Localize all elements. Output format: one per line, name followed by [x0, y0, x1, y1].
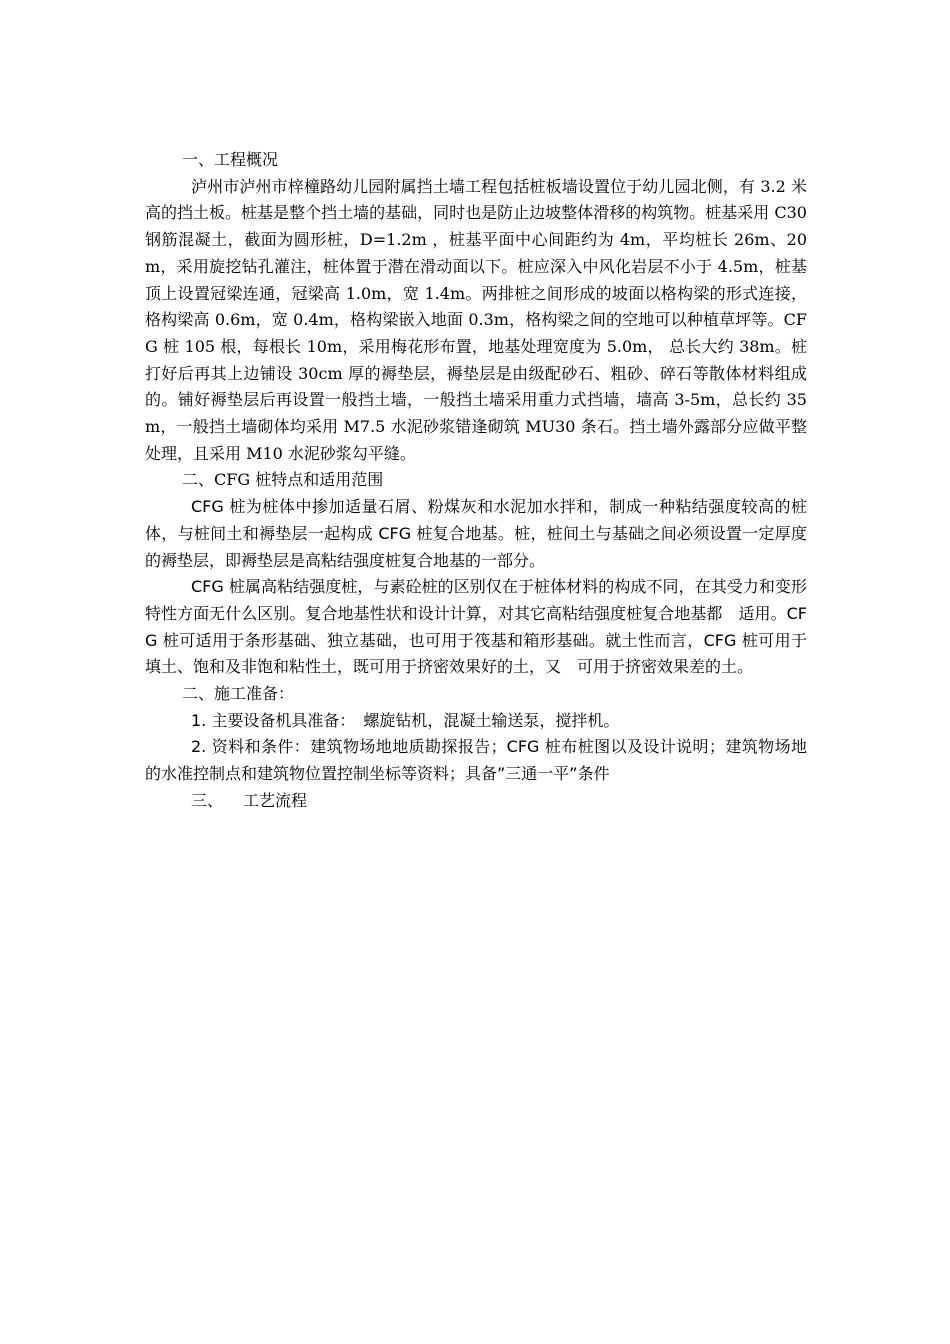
- process-heading-number: 三、: [191, 790, 224, 810]
- section-heading-preparation: 二、施工准备：: [182, 684, 295, 704]
- cfg-features-paragraph-2: CFG 桩属高粘结强度桩，与素砼桩的区别仅在于桩体材料的构成不同，在其受力和变形特性方面无什么区别。复合地基性状和设计计算，对其它高粘结强度桩复合地基都 适用。CFG 桩可适用于条形基础、独立基础，也可用于筏基和箱形基础。就土性而言，CFG 桩可用于填土、饱和及非饱和粘性土，既可用于挤密效果好的土，又 可用于挤密效果差的土。: [145, 577, 807, 677]
- preparation-item-1: 1. 主要设备机具准备： 螺旋钻机，混凝土输送泵，搅拌机。: [191, 710, 620, 730]
- cfg-features-paragraph-1: CFG 桩为桩体中掺加适量石屑、粉煤灰和水泥加水拌和，制成一种粘结强度较高的桩体，与桩间土和褥垫层一起构成 CFG 桩复合地基。桩，桩间土与基础之间必须设置一定厚度的褥垫层，即褥垫层是高粘结强度桩复合地基的一部分。: [145, 497, 807, 570]
- preparation-item-2: 2. 资料和条件：建筑物场地地质勘探报告；CFG 桩布桩图以及设计说明；建筑物场地的水准控制点和建筑物位置控制坐标等资料；具备”三通一平”条件: [145, 737, 807, 784]
- section-heading-process: [145, 788, 807, 815]
- document-body: [145, 147, 807, 815]
- section-heading-cfg-features: 二、CFG 桩特点和适用范围: [182, 470, 384, 490]
- process-heading-text: 工艺流程: [243, 790, 308, 810]
- section-heading-overview: 一、工程概况: [182, 150, 279, 169]
- overview-paragraph: 泸州市泸州市梓橦路幼儿园附属挡土墙工程包括桩板墙设置位于幼儿园北侧，有 3.2 米高的挡土板。桩基是整个挡土墙的基础，同时也是防止边坡整体滑移的构筑物。桩基采用 C30 钢筋混凝土，截面为圆形桩，D=1.2m ，桩基平面中心间距约为 4m，平均桩长 26m、20m，采用旋挖钻孔灌注，桩体置于潜在滑动面以下。桩应深入中风化岩层不小于 4.5m，桩基顶上设置冠梁连通，冠梁高 1.0m，宽 1.4m。两排桩之间形成的坡面以格构梁的形式连接，格构梁高 0.6m，宽 0.4m，格构梁嵌入地面 0.3m，格构梁之间的空地可以种植草坪等。CFG 桩 105 根，每根长 10m，采用梅花形布置，地基处理宽度为 5.0m， 总长大约 38m。桩打好后再其上边铺设 30cm 厚的褥垫层，褥垫层是由级配砂石、粗砂、碎石等散体材料组成的。铺好褥垫层后再设置一般挡土墙，一般挡土墙采用重力式挡墙，墙高 3-5m，总长约 35m，一般挡土墙砌体均采用 M7.5 水泥砂浆错逢砌筑 MU30 条石。挡土墙外露部分应做平整处理，且采用 M10 水泥砂浆勾平缝。: [145, 176, 807, 463]
